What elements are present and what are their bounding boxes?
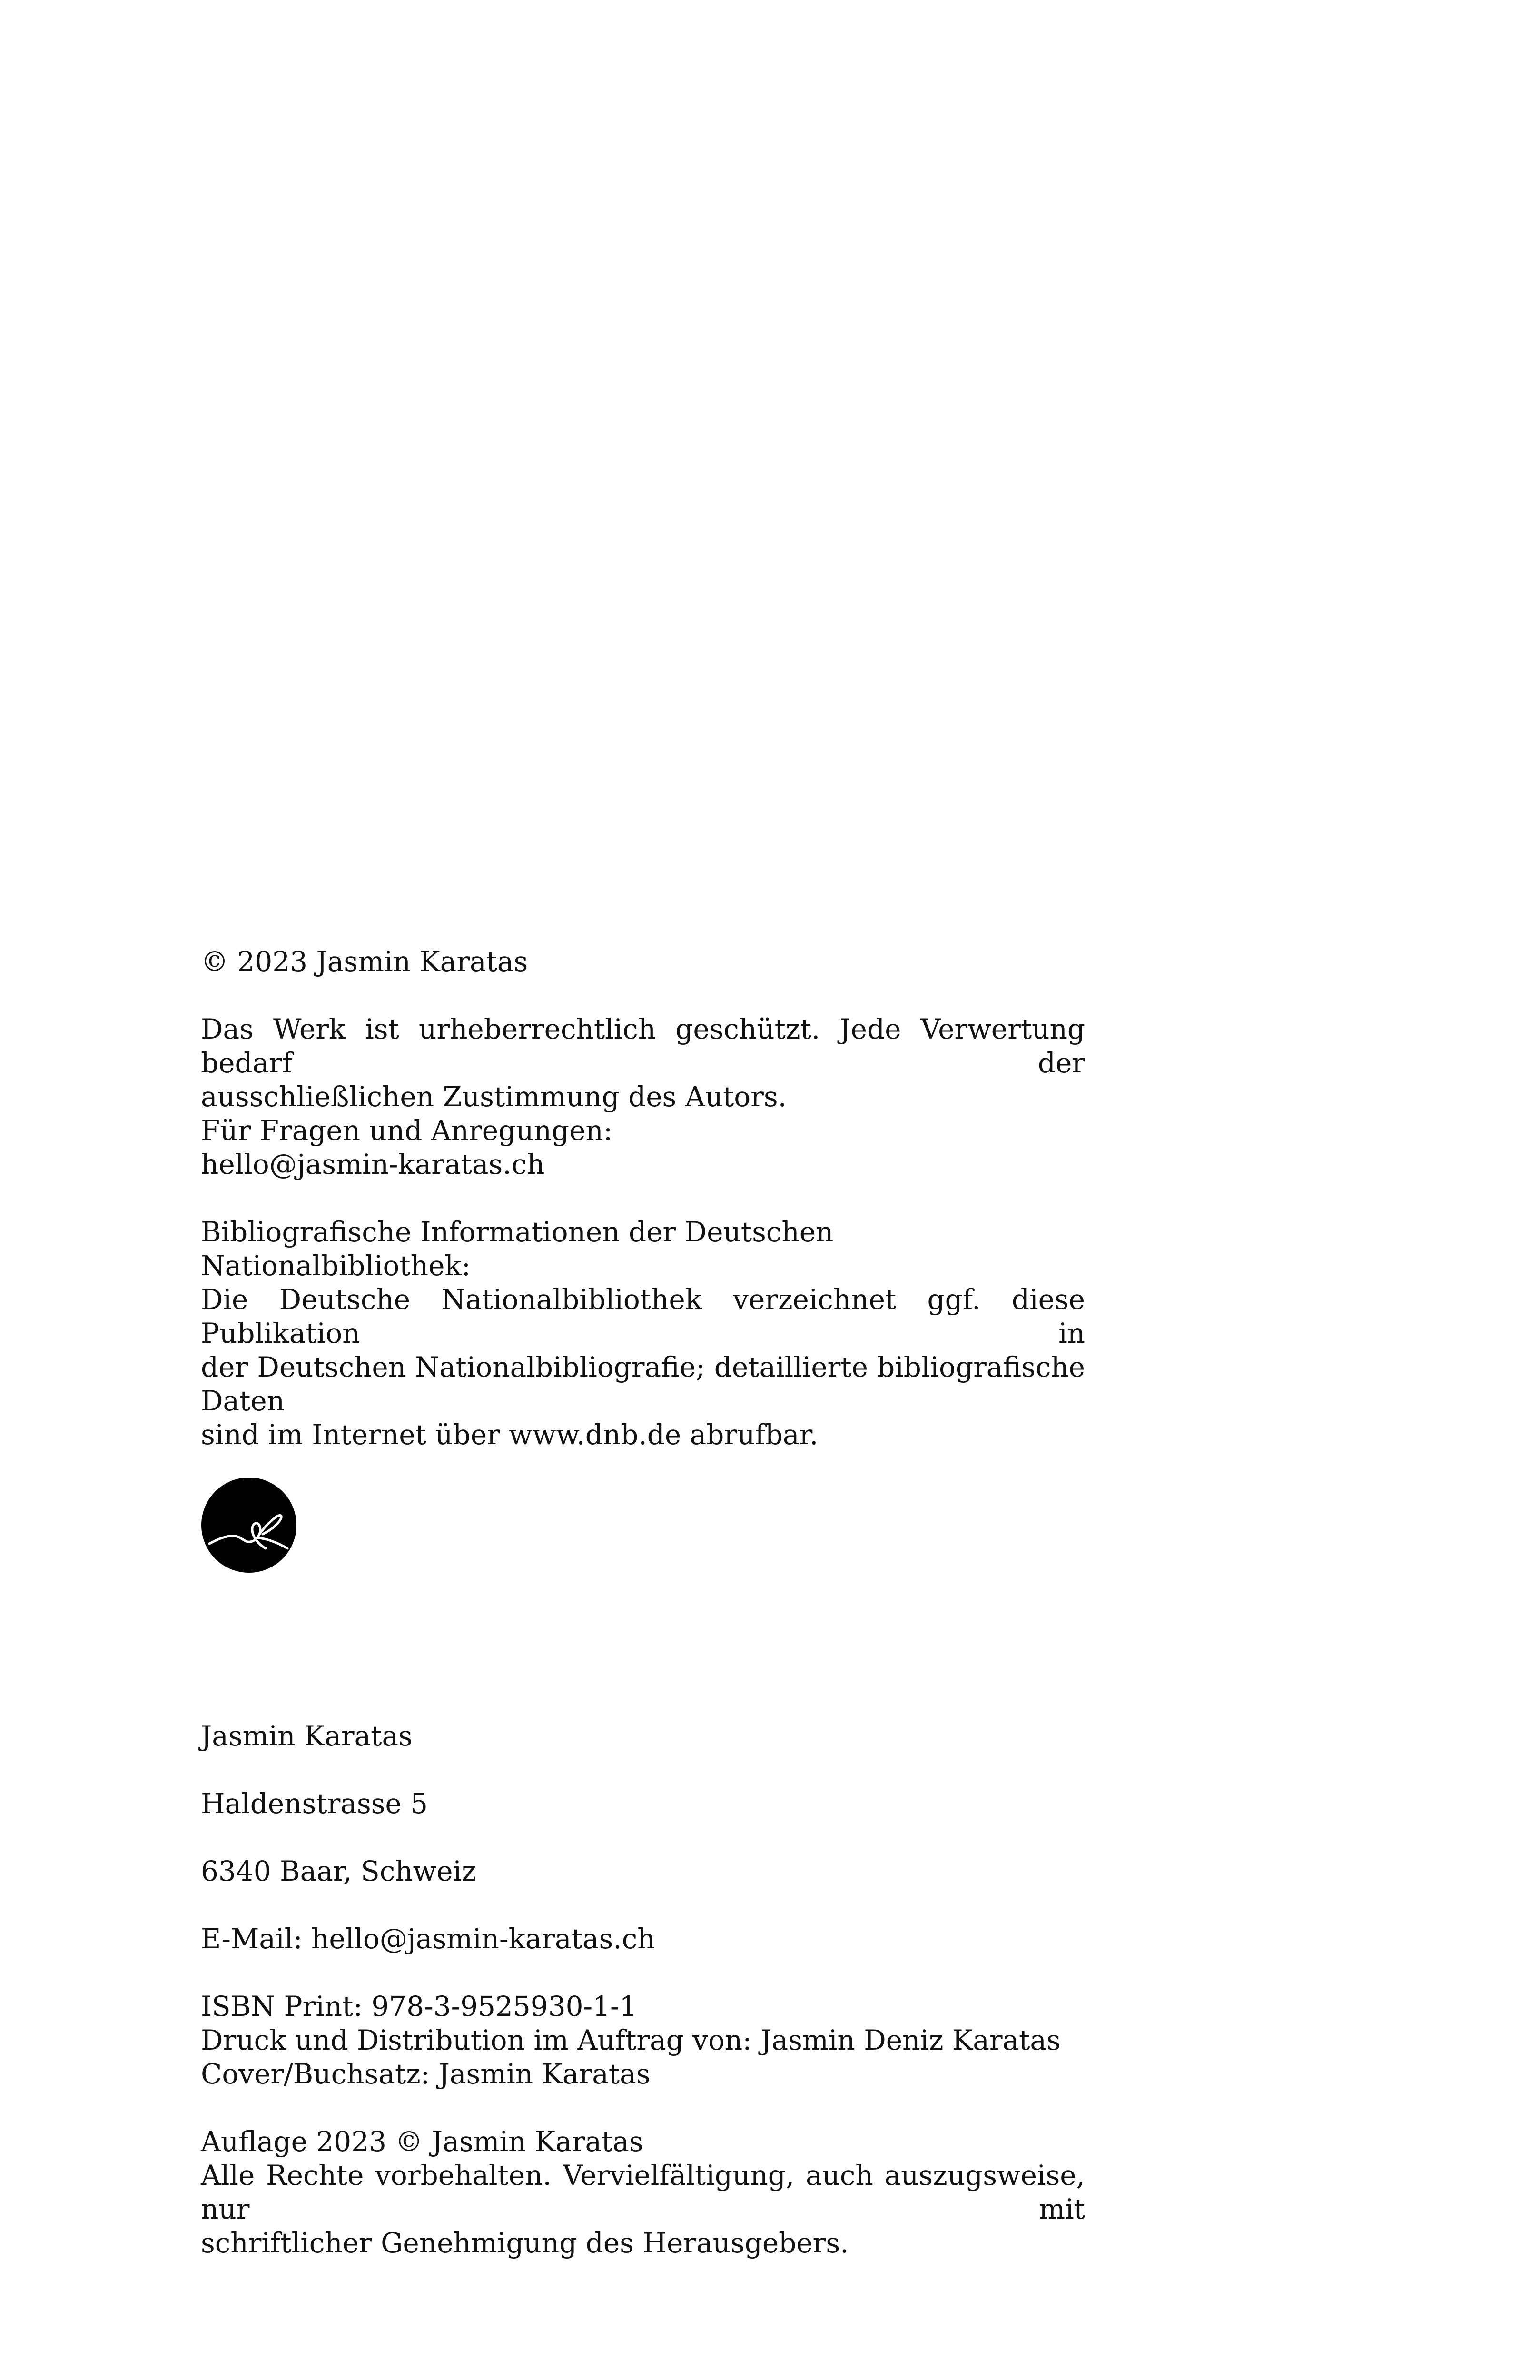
imprint-street: Haldenstrasse 5 <box>201 1787 428 1820</box>
contact-label: Für Fragen und Anregungen: <box>201 1114 613 1147</box>
isbn-line: ISBN Print: 978-3-9525930-1-1 <box>201 1990 637 2023</box>
bibliographic-line-4: sind im Internet über www.dnb.de abrufbar. <box>201 1418 819 1451</box>
distribution-line: Druck und Distribution im Auftrag von: Jasmin Deniz Karatas <box>201 2024 1061 2056</box>
imprint-email-section <box>201 1922 1085 1956</box>
rights-notice-line-2: ausschließlichen Zustimmung des Autors. <box>201 1081 787 1113</box>
rights-notice <box>201 1012 1085 1114</box>
rights-notice-line-1: Das Werk ist urheberrechtlich geschützt. Jede Verwertung bedarf der <box>201 1013 1085 1079</box>
edition-line-2: Alle Rechte vorbehalten. Vervielfältigung, auch auszugsweise, nur mit <box>201 2159 1085 2225</box>
bibliographic-line-1: Bibliografische Informationen der Deutschen Nationalbibliothek: <box>201 1216 834 1282</box>
cover-line: Cover/Buchsatz: Jasmin Karatas <box>201 2058 651 2090</box>
copyright-line: © 2023 Jasmin Karatas <box>201 945 528 978</box>
production-section <box>201 1990 1085 2091</box>
bibliographic-section <box>201 1215 1085 1452</box>
imprint-email: E-Mail: hello@jasmin-karatas.ch <box>201 1923 655 1955</box>
imprint-city-section <box>201 1854 1085 1888</box>
logo-svg <box>201 1477 297 1573</box>
bibliographic-line-2: Die Deutsche Nationalbibliothek verzeichnet ggf. diese Publikation in <box>201 1283 1085 1349</box>
imprint-name: Jasmin Karatas <box>201 1720 413 1752</box>
publisher-logo-icon <box>201 1477 297 1573</box>
edition-section <box>201 2125 1085 2260</box>
edition-line-1: Auflage 2023 © Jasmin Karatas <box>201 2125 643 2158</box>
copyright-section <box>201 945 1085 979</box>
logo-disc <box>201 1478 296 1573</box>
imprint-street-section <box>201 1787 1085 1821</box>
bibliographic-line-3: der Deutschen Nationalbibliografie; detaillierte bibliografische Daten <box>201 1351 1085 1417</box>
contact-section <box>201 1114 1085 1181</box>
contact-email: hello@jasmin-karatas.ch <box>201 1148 545 1180</box>
imprint-name-section <box>201 1719 1085 1753</box>
edition-line-3: schriftlicher Genehmigung des Herausgebers. <box>201 2227 849 2259</box>
imprint-city: 6340 Baar, Schweiz <box>201 1855 476 1887</box>
